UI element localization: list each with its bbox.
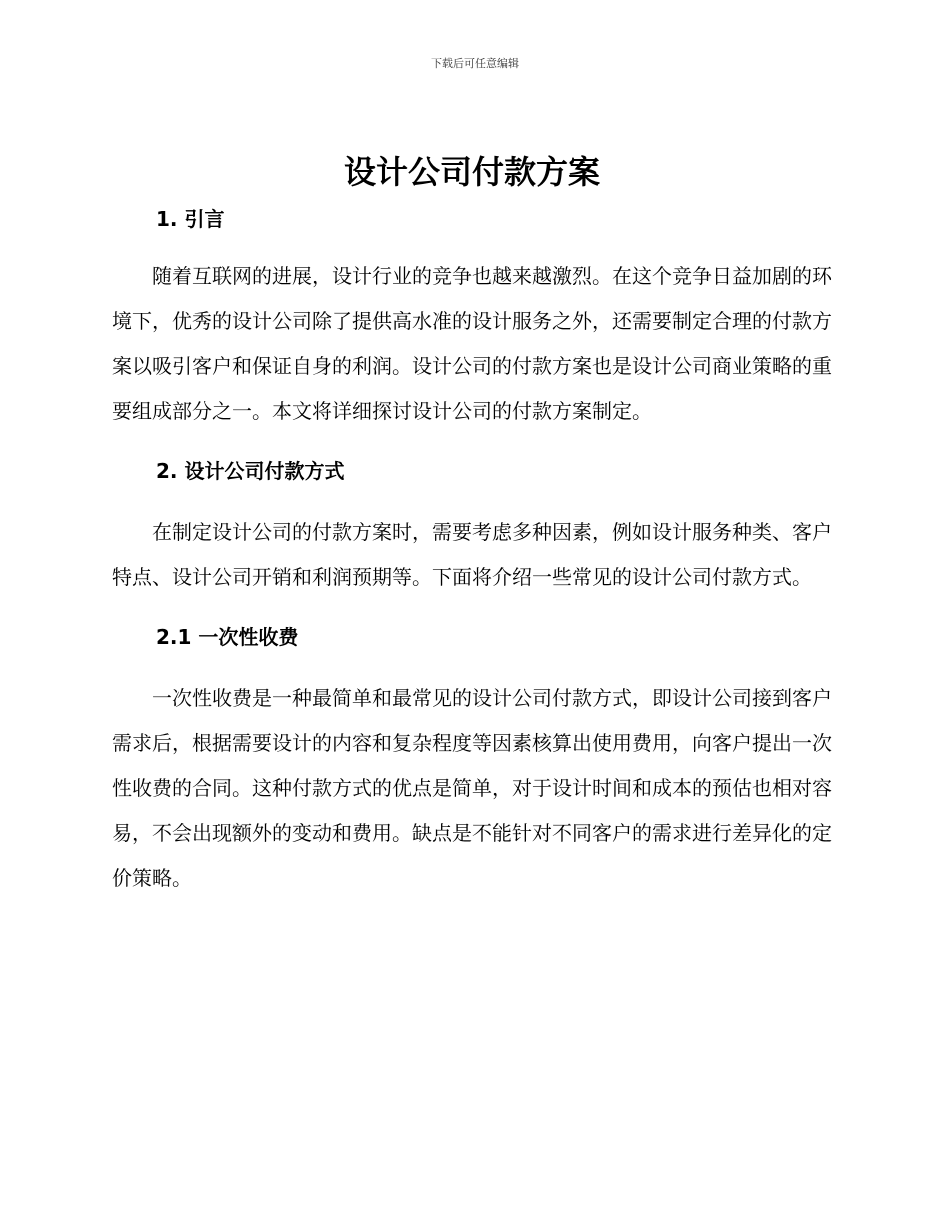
section-heading-one-time-fee: 2.1 一次性收费: [156, 625, 299, 649]
page-header-note: 下载后可任意编辑: [431, 57, 519, 70]
document-body: [112, 150, 832, 923]
section-paragraph-one-time-fee: 一次性收费是一种最简单和最常见的设计公司付款方式，即设计公司接到客户需求后，根据需要设计的内容和复杂程度等因素核算出使用费用，向客户提出一次性收费的合同。这种付款方式的优点是简单，对于设计时间和成本的预估也相对容易，不会出现额外的变动和费用。缺点是不能针对不同客户的需求进行差异化的定价策略。: [112, 686, 832, 890]
document-title: 设计公司付款方案: [343, 153, 600, 191]
section-heading-payment-methods: 2. 设计公司付款方式: [156, 459, 345, 483]
section-heading-introduction: 1. 引言: [156, 207, 225, 231]
section-paragraph-payment-methods: 在制定设计公司的付款方案时，需要考虑多种因素，例如设计服务种类、客户特点、设计公司开销和利润预期等。下面将介绍一些常见的设计公司付款方式。: [112, 520, 832, 589]
section-paragraph-introduction: 随着互联网的进展，设计行业的竞争也越来越激烈。在这个竞争日益加剧的环境下，优秀的设计公司除了提供高水准的设计服务之外，还需要制定合理的付款方案以吸引客户和保证自身的利润。设计公司的付款方案也是设计公司商业策略的重要组成部分之一。本文将详细探讨设计公司的付款方案制定。: [112, 264, 832, 423]
